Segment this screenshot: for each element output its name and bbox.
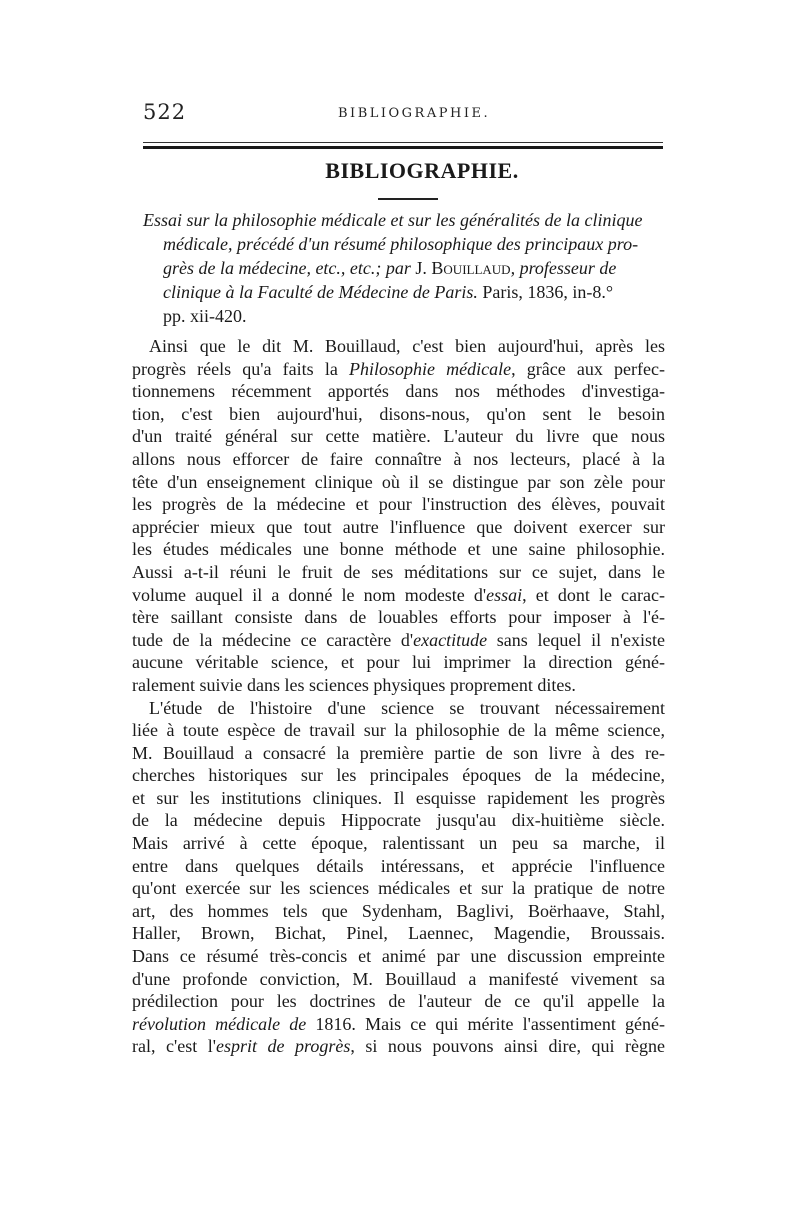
text-line: liée à toute espèce de travail sur la philosophie de la même science, — [132, 720, 665, 741]
text-line: tère saillant consiste dans de louables efforts pour imposer à l'é- — [132, 607, 665, 628]
text-line — [132, 629, 665, 652]
text-line: allons nous efforcer de faire connaître à nos lecteurs, placé à la — [132, 448, 665, 469]
italic-phrase: révolution médicale de — [132, 1013, 307, 1034]
text-line — [132, 1035, 665, 1058]
citation-line-1: Essai sur la philosophie médicale et sur les généralités de la clinique — [143, 210, 643, 230]
italic-phrase: esprit de progrès — [216, 1036, 351, 1057]
text-run: , et dont le carac- — [522, 584, 665, 605]
text-line: qu'ont exercée sur les sciences médicales et sur la pratique de notre — [132, 878, 665, 899]
text-line: prédilection pour les doctrines de l'auteur de ce qu'il appelle la — [132, 991, 665, 1012]
text-line: Mais arrivé à cette époque, ralentissant un peu sa marche, il — [132, 833, 665, 854]
text-run: 1816. Mais ce qui mérite l'assentiment géné- — [306, 1013, 666, 1034]
header-rule-thin — [143, 142, 663, 143]
citation-line-4-text: clinique à la Faculté de Médecine de Paris. — [163, 282, 478, 302]
text-run: tude de la médecine ce caractère d' — [132, 629, 414, 650]
text-line: d'un traité général sur cette matière. L'auteur du livre que nous — [132, 426, 665, 447]
text-line: de la médecine depuis Hippocrate jusqu'au dix-huitième siècle. — [132, 810, 665, 831]
citation-pages: pp. xii-420. — [163, 306, 247, 326]
text-line: L'étude de l'histoire d'une science se trouvant nécessairement — [149, 697, 665, 718]
header-rule-thick — [143, 146, 663, 149]
italic-word: exactitude — [413, 629, 488, 650]
running-head — [0, 100, 800, 130]
text-line: aucune véritable science, et pour lui imprimer la direction géné- — [132, 652, 665, 673]
section-title: BIBLIOGRAPHIE. — [325, 158, 519, 183]
text-line: Haller, Brown, Bichat, Pinel, Laennec, Magendie, Broussais. — [132, 923, 665, 944]
italic-title: Philosophie médicale — [348, 358, 512, 379]
citation-line-2: médicale, précédé d'un résumé philosophique des principaux pro- — [163, 234, 639, 254]
title-underline — [378, 198, 438, 200]
text-line: et sur les institutions cliniques. Il esquisse rapidement les progrès — [132, 787, 665, 808]
text-line: tionnemens récemment apportés dans nos méthodes d'investiga- — [132, 381, 665, 402]
citation-line-3 — [143, 256, 665, 280]
text-line: ralement suivie dans les sciences physiques proprement dites. — [132, 674, 576, 695]
text-line: Aussi a-t-il réuni le fruit de ses méditations sur ce sujet, dans le — [132, 561, 665, 582]
running-title: BIBLIOGRAPHIE. — [338, 106, 491, 121]
text-run: ral, c'est l' — [132, 1036, 216, 1057]
text-run: , grâce aux perfec- — [511, 358, 665, 379]
text-run: progrès réels qu'a faits la — [132, 358, 349, 379]
text-line: entre dans quelques détails intéressans, et apprécie l'influence — [132, 855, 665, 876]
text-line: Ainsi que le dit M. Bouillaud, c'est bien aujourd'hui, après les — [149, 336, 665, 356]
text-line: cherches historiques sur les principales époques de la médecine, — [132, 765, 665, 786]
text-line: Dans ce résumé très-concis et animé par une discussion empreinte — [132, 946, 665, 967]
text-line: art, des hommes tels que Sydenham, Baglivi, Boërhaave, Stahl, — [132, 900, 665, 921]
text-run: sans lequel il n'existe — [487, 629, 665, 650]
text-line — [132, 1013, 665, 1036]
citation-imprint: Paris, 1836, in-8.° — [482, 282, 614, 302]
text-line: M. Bouillaud a consacré la première partie de son livre à des re- — [132, 742, 665, 763]
citation-line-4 — [143, 280, 665, 304]
text-line: apprécier mieux que tout autre l'influence que doivent exercer sur — [132, 516, 665, 537]
citation-line-3-tail: , professeur de — [510, 258, 617, 278]
page-number: 522 — [143, 100, 187, 124]
text-line: tête d'un enseignement clinique où il se distingue par son zèle pour — [132, 471, 665, 492]
text-run: , si nous pouvons ainsi dire, qui règne — [350, 1036, 665, 1057]
text-line — [132, 358, 665, 381]
text-run: volume auquel il a donné le nom modeste d' — [132, 584, 487, 605]
text-line — [132, 584, 665, 607]
text-line: les progrès de la médecine et pour l'instruction des élèves, pouvait — [132, 494, 665, 515]
text-line: les études médicales une bonne méthode et une saine philosophie. — [132, 539, 665, 560]
citation-line-3-text: grès de la médecine, etc., etc.; par — [163, 258, 411, 278]
text-line: tion, c'est bien aujourd'hui, disons-nous, qu'on sent le besoin — [132, 403, 665, 424]
book-citation — [143, 208, 665, 328]
text-line: d'une profonde conviction, M. Bouillaud a manifesté vivement sa — [132, 968, 665, 989]
review-body — [132, 335, 665, 1058]
italic-word: essai — [486, 584, 523, 605]
citation-author: J. Bouillaud — [415, 258, 511, 278]
